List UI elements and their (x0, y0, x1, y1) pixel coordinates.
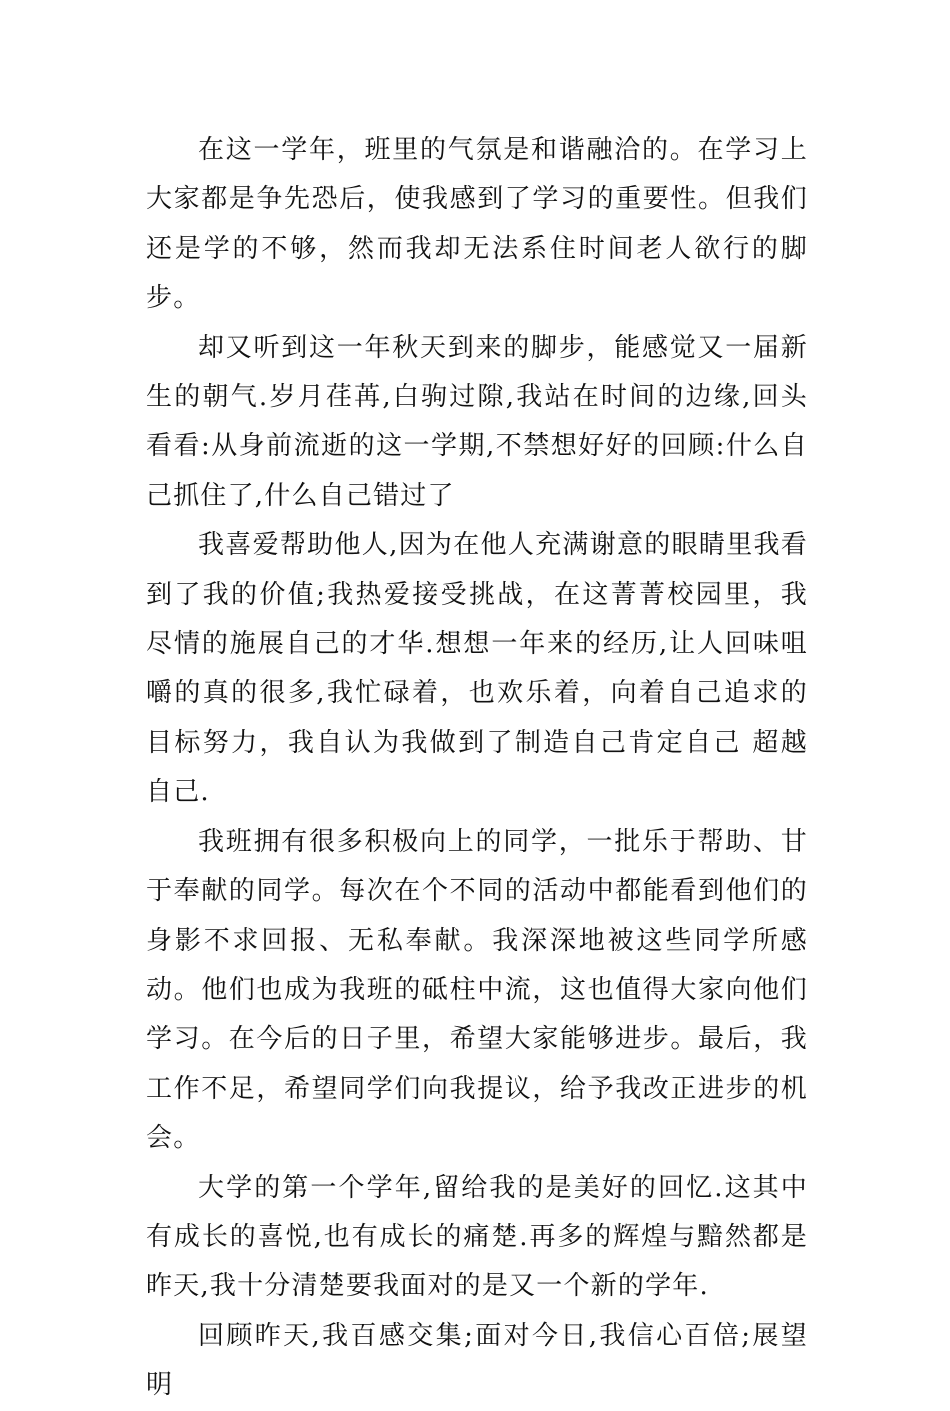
paragraph-1: 在这一学年，班里的气氛是和谐融洽的。在学习上大家都是争先恐后，使我感到了学习的重要性。但我们还是学的不够，然而我却无法系住时间老人欲行的脚步。 (146, 135, 808, 314)
paragraph-6: 回顾昨天,我百感交集;面对今日,我信心百倍;展望明 (146, 1320, 808, 1401)
paragraph-3: 我喜爱帮助他人,因为在他人充满谢意的眼睛里我看到了我的价值;我热爱接受挑战，在这菁菁校园里，我尽情的施展自己的才华.想想一年来的经历,让人回味咀嚼的真的很多,我忙碌着，也欢乐着，向着自己追求的目标努力，我自认为我做到了制造自己肯定自己 超越自己. (146, 530, 808, 808)
document-body (146, 126, 808, 1411)
paragraph-2: 却又听到这一年秋天到来的脚步，能感觉又一届新生的朝气.岁月荏苒,白驹过隙,我站在时间的边缘,回头看看:从身前流逝的这一学期,不禁想好好的回顾:什么自己抓住了,什么自己错过了 (146, 332, 808, 511)
paragraph-4: 我班拥有很多积极向上的同学，一批乐于帮助、甘于奉献的同学。每次在个不同的活动中都能看到他们的身影不求回报、无私奉献。我深深地被这些同学所感动。他们也成为我班的砥柱中流，这也值得大家向他们学习。在今后的日子里，希望大家能够进步。最后，我工作不足，希望同学们向我提议，给予我改正进步的机会。 (146, 826, 808, 1154)
paragraph-5: 大学的第一个学年,留给我的是美好的回忆.这其中有成长的喜悦,也有成长的痛楚.再多的辉煌与黯然都是昨天,我十分清楚要我面对的是又一个新的学年. (146, 1172, 808, 1302)
